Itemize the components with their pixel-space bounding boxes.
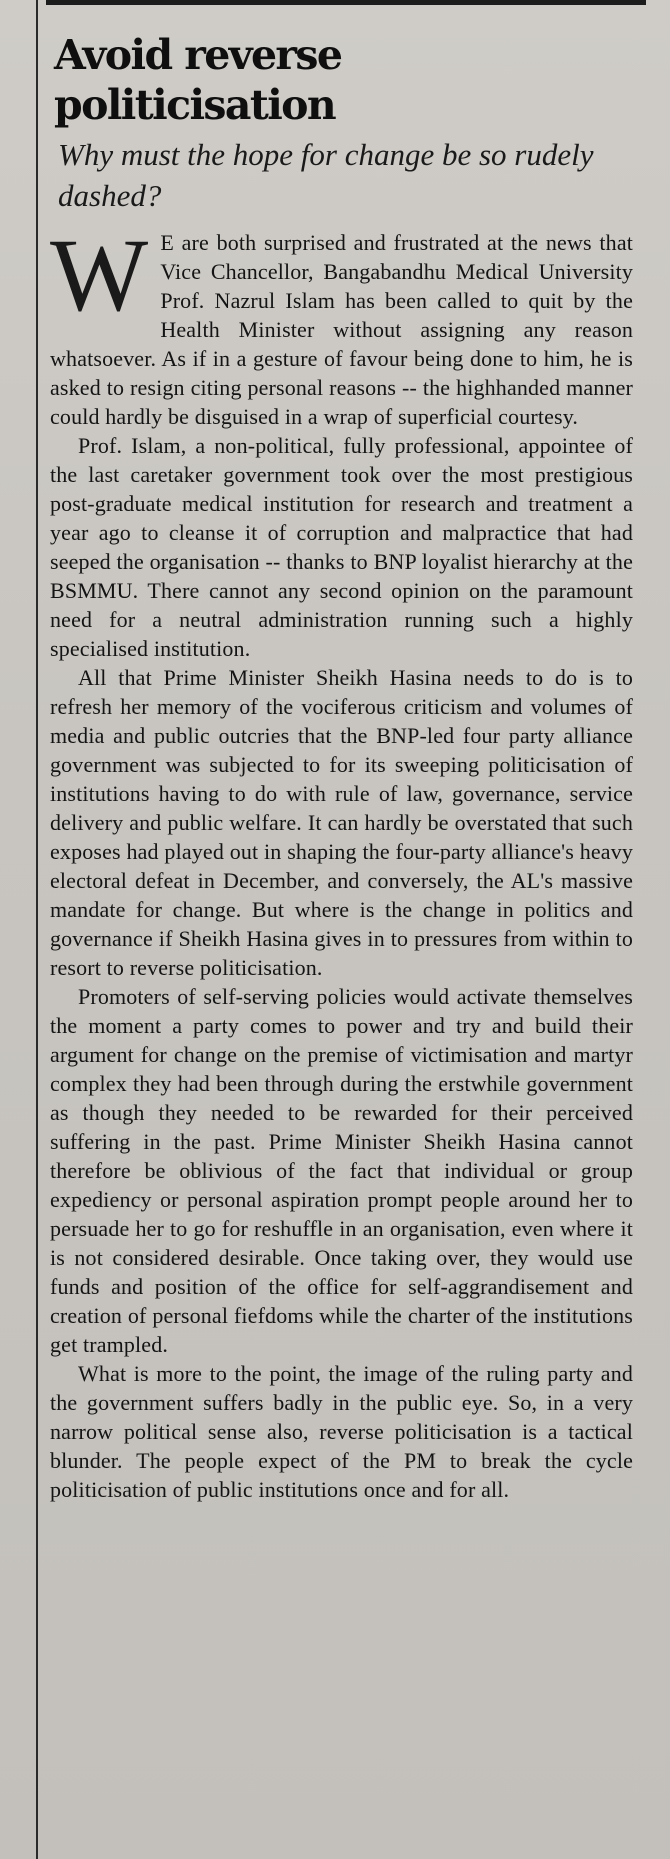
lead-paragraph	[50, 218, 633, 431]
headline: Avoid reverse politicisation	[54, 31, 342, 129]
article-body	[50, 218, 633, 1504]
left-column-rule	[36, 0, 38, 1859]
paragraph-5: What is more to the point, the image of the ruling party and the government suffers badly in the public eye. So, in a very narrow political sense also, reverse politicisation is a tactical blunder. The people expect of the PM to break the cycle politicisation of public institutions once and for all.	[50, 1361, 633, 1502]
drop-cap: W	[50, 218, 149, 333]
lead-paragraph-text: E are both surprised and frustrated at the news that Vice Chancellor, Bangabandhu Medical University Prof. Nazrul Islam has been called to quit by the Health Minister without assigning any reason whatsoever. As if in a gesture of favour being done to him, he is asked to resign citing personal reasons -- the highhanded manner could hardly be disguised in a wrap of superficial courtesy.	[50, 230, 633, 429]
editorial-article	[50, 30, 633, 1504]
paragraph-3: All that Prime Minister Sheikh Hasina needs to do is to refresh her memory of the vociferous criticism and volumes of media and public outcries that the BNP-led four party alliance government was subjected to for its sweeping politicisation of institutions having to do with rule of law, governance, service delivery and public welfare. It can hardly be overstated that such exposes had played out in shaping the four-party alliance's heavy electoral defeat in December, and conversely, the AL's massive mandate for change. But where is the change in politics and governance if Sheikh Hasina gives in to pressures from within to resort to reverse politicisation.	[50, 665, 633, 980]
paragraph-2: Prof. Islam, a non-political, fully professional, appointee of the last caretaker government took over the most prestigious post-graduate medical institution for research and treatment a year ago to cleanse it of corruption and malpractice that had seeped the organisation -- thanks to BNP loyalist hierarchy at the BSMMU. There cannot any second opinion on the paramount need for a neutral administration running such a highly specialised institution.	[50, 433, 633, 661]
top-column-rule	[46, 0, 646, 5]
deck-subheadline: Why must the hope for change be so rudely dashed?	[58, 137, 594, 213]
paragraph-4: Promoters of self-serving policies would activate themselves the moment a party comes to power and try and build their argument for change on the premise of victimisation and martyr complex they had been through during the erstwhile government as though they needed to be rewarded for their perceived suffering in the past. Prime Minister Sheikh Hasina cannot therefore be oblivious of the fact that individual or group expediency or personal aspiration prompt people around her to persuade her to go for reshuffle in an organisation, even where it is not considered desirable. Once taking over, they would use funds and position of the office for self-aggrandisement and creation of personal fiefdoms while the charter of the institutions get trampled.	[50, 984, 633, 1357]
